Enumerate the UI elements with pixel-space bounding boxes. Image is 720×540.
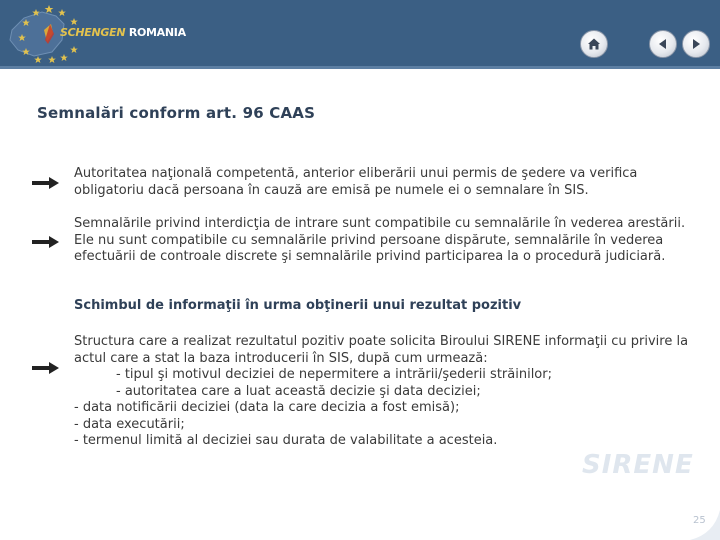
page-number: 25: [693, 515, 706, 526]
exchange-item-indented: - tipul şi motivul deciziei de nepermitere a intrării/şederii străinilor;: [116, 367, 552, 382]
exchange-item: - data executării;: [74, 416, 185, 432]
sirene-watermark: SIRENE: [582, 450, 694, 480]
paragraph-compatibility: Semnalările privind interdicţia de intrare sunt compatibile cu semnalările în vederea arestării. Ele nu sunt compatibile cu semnalările privind persoane dispărute, semnalările în vederea efectuării de controale discrete şi semnalările privind participarea la o procedură judiciară.: [74, 216, 686, 264]
brand-title: [60, 26, 186, 39]
paragraph-permit-check: Autoritatea naţională competentă, anterior eliberării unui permis de şedere va verifica obligatoriu dacă persoana în cauză are emisă pe numele ei o semnalare în SIS.: [74, 166, 638, 198]
arrow-right-icon: [32, 361, 60, 375]
exchange-intro: Structura care a realizat rezultatul pozitiv poate solicita Biroului SIRENE informaţii cu privire la actul care a stat la baza introducerii în SIS, după cum urmează:: [74, 334, 689, 366]
brand-romania: ROMANIA: [128, 26, 186, 39]
paragraph-information-exchange: [74, 334, 699, 450]
triangle-left-icon: [656, 37, 670, 51]
arrow-right-icon: [32, 235, 60, 249]
previous-slide-button[interactable]: [649, 30, 677, 58]
page-title: Semnalări conform art. 96 CAAS: [37, 104, 316, 122]
triangle-right-icon: [689, 37, 703, 51]
exchange-item: - data notificării deciziei (data la care decizia a fost emisă);: [74, 400, 460, 415]
arrow-right-icon: [32, 176, 60, 190]
exchange-item: - termenul limită al deciziei sau durata de valabilitate a acesteia.: [74, 433, 498, 448]
brand-schengen: SCHENGEN: [60, 26, 126, 39]
header-divider: [0, 66, 720, 69]
home-button[interactable]: [580, 30, 608, 58]
next-slide-button[interactable]: [682, 30, 710, 58]
home-icon: [586, 36, 602, 52]
exchange-item-indented: - autoritatea care a luat această decizie şi data deciziei;: [116, 383, 481, 399]
section-subheading: Schimbul de informaţii în urma obţinerii unui rezultat pozitiv: [74, 298, 522, 313]
header-bar: [0, 0, 720, 66]
